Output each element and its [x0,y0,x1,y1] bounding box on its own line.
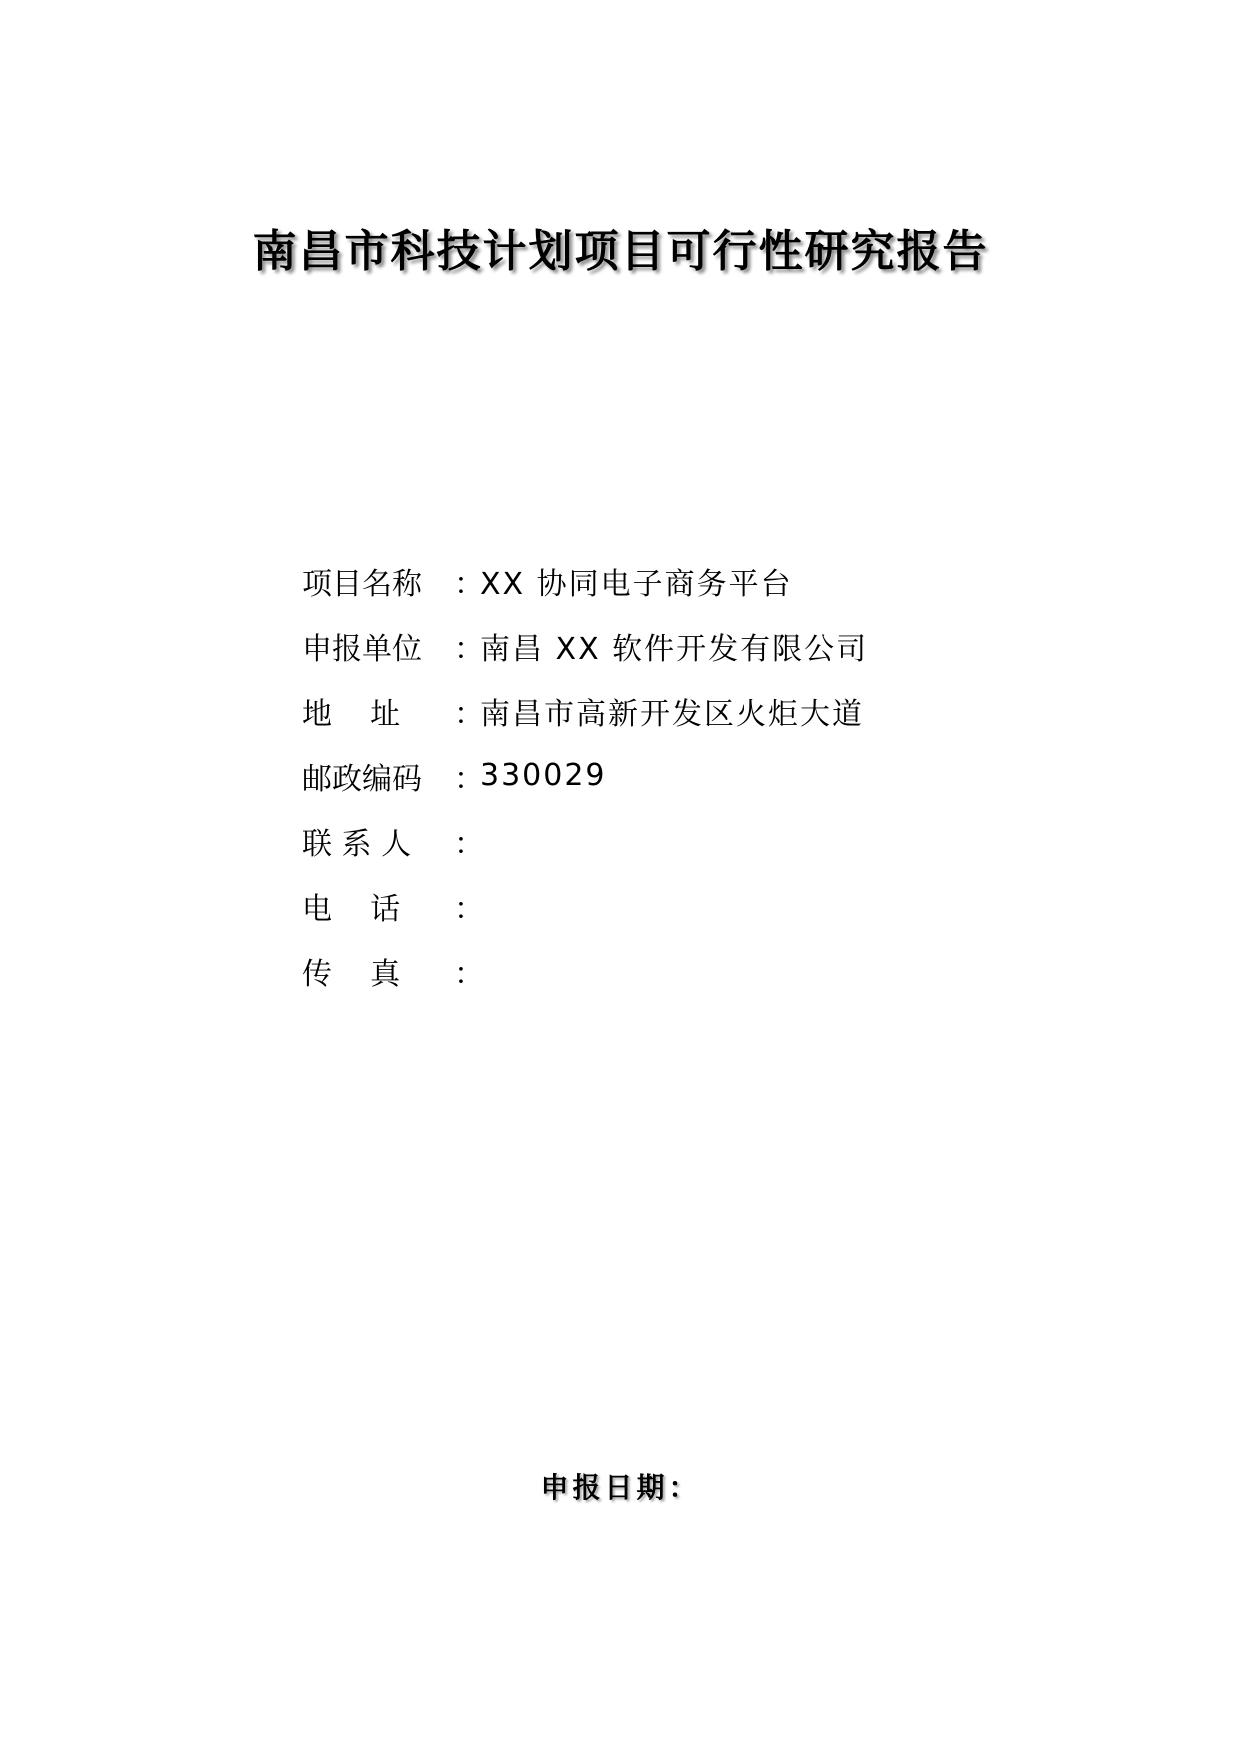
field-colon: ： [454,761,484,797]
field-colon: ： [454,956,484,992]
field-colon: ： [454,891,484,927]
field-project-name [302,548,1062,613]
field-label: 传 真 [302,956,401,992]
field-postal-code [302,743,1062,808]
field-label: 电 话 [302,891,401,927]
document-title: 南昌市科技计划项目可行性研究报告 [252,226,989,277]
field-colon: ： [454,826,484,862]
field-fax [302,938,1062,1003]
field-value: 南昌市高新开发区火炬大道 [480,696,864,732]
field-colon: ： [454,631,484,667]
report-date-label: 申报日期： [540,1471,701,1504]
field-address [302,678,1062,743]
field-label: 项目名称 [302,566,422,602]
field-label: 邮政编码 [302,761,422,797]
field-label: 地 址 [302,696,401,732]
field-applicant-unit [302,613,1062,678]
field-value: 南昌 XX 软件开发有限公司 [480,631,869,667]
field-contact-person [302,808,1062,873]
project-info-block [302,548,1062,1003]
field-colon: ： [454,566,484,602]
field-colon: ： [454,696,484,732]
field-phone [302,873,1062,938]
field-label: 申报单位 [302,631,422,667]
field-label: 联 系 人 [302,826,412,862]
field-value: XX 协同电子商务平台 [480,566,793,602]
field-value: 330029 [480,758,607,793]
